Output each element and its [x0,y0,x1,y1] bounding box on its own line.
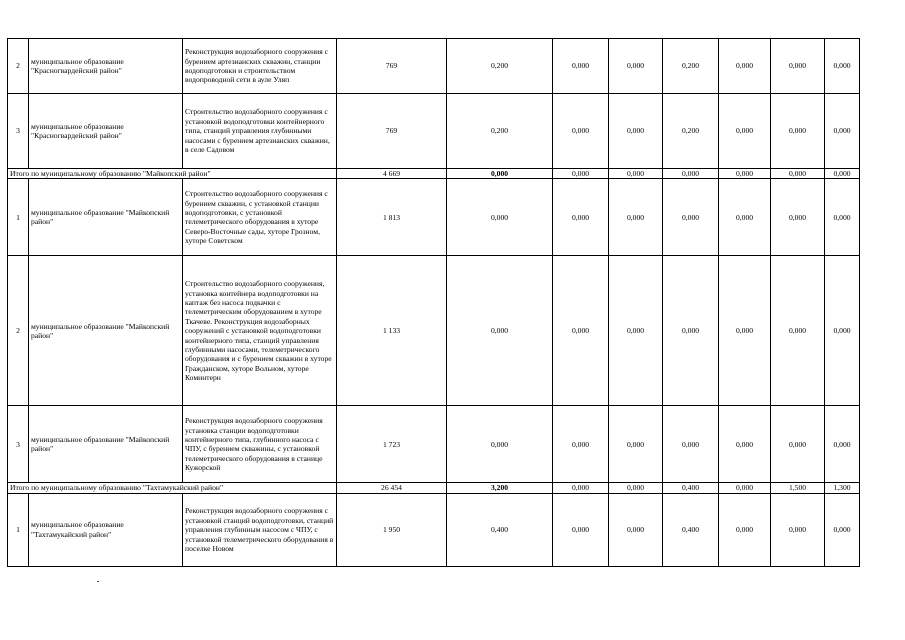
value-cell: 0,400 [663,493,719,566]
value-cell: 0,400 [447,493,553,566]
project-description: Реконструкция водозаборного сооружения с бурением артезианских скважин, станции водоподготовки и строительством водопроводной сети в ауле Уляп [183,39,337,94]
value-cell: 0,000 [825,169,860,179]
value-cell: 0,000 [663,169,719,179]
amount-cell: 769 [337,39,447,94]
value-cell: 0,000 [663,179,719,256]
project-description: Реконструкция водозаборного сооружения установка станции водоподготовки контейнерного типа, глубинного насоса с ЧПУ, с бурением скважины, с установкой телеметрического оборудования в станице Кужорской [183,406,337,483]
scan-speck [97,581,99,582]
value-cell: 0,000 [825,256,860,406]
value-cell: 0,000 [447,256,553,406]
table-row [8,256,860,406]
municipality-name: муниципальное образование "Тахтамукайский район" [29,493,183,566]
value-cell: 0,200 [663,94,719,169]
value-cell: 0,000 [609,169,663,179]
value-cell: 0,000 [771,94,825,169]
row-number: 3 [8,406,29,483]
row-number: 1 [8,493,29,566]
value-cell: 1,500 [771,483,825,493]
value-cell: 0,000 [771,406,825,483]
value-cell: 0,000 [447,169,553,179]
value-cell: 0,000 [771,169,825,179]
municipality-name: муниципальное образование "Майкопский район" [29,256,183,406]
value-cell: 0,000 [825,493,860,566]
value-cell: 0,200 [447,94,553,169]
value-cell: 0,200 [447,39,553,94]
table-row [8,493,860,566]
value-cell: 0,000 [719,406,771,483]
project-description: Строительство водозаборного сооружения с установкой водоподготовки контейнерного типа, станций управления глубинными насосами с бурением артезианских скважин, в селе Садовом [183,94,337,169]
value-cell: 0,000 [609,39,663,94]
value-cell: 0,000 [553,493,609,566]
value-cell: 0,000 [719,39,771,94]
value-cell: 0,000 [825,406,860,483]
value-cell: 0,000 [553,406,609,483]
value-cell: 0,000 [719,169,771,179]
project-description: Строительство водозаборного сооружения, установка контейнера водоподготовки на каптаж без насоса подкачки с телеметрическим оборудованием в хуторе Ткачеве. Реконструкция водозаборных сооружений с установкой водоподготовки контейнерного типа, станций управления глубинными насосами, телеметрического оборудования и с бурением скважин в хуторе Гражданском, хуторе Вольном, хуторе Коминтерн [183,256,337,406]
value-cell: 0,000 [609,256,663,406]
amount-cell: 1 950 [337,493,447,566]
table-row [8,406,860,483]
table-row [8,94,860,169]
budget-table [7,38,860,567]
value-cell: 0,000 [771,493,825,566]
value-cell: 0,000 [447,179,553,256]
total-row [8,483,860,493]
value-cell: 0,000 [719,493,771,566]
municipality-name: муниципальное образование "Майкопский район" [29,179,183,256]
row-number: 2 [8,256,29,406]
value-cell: 0,000 [719,94,771,169]
value-cell: 3,200 [447,483,553,493]
amount-cell: 1 813 [337,179,447,256]
table-row [8,39,860,94]
amount-cell: 1 133 [337,256,447,406]
value-cell: 0,000 [553,39,609,94]
value-cell: 0,000 [609,179,663,256]
value-cell: 0,000 [609,94,663,169]
value-cell: 1,300 [825,483,860,493]
project-description: Реконструкция водозаборного сооружения с установкой станций водоподготовки, станций управления глубинным насосом с ЧПУ, с установкой телеметрического оборудования в поселке Новом [183,493,337,566]
value-cell: 0,000 [609,406,663,483]
municipality-name: муниципальное образование "Майкопский район" [29,406,183,483]
amount-cell: 1 723 [337,406,447,483]
row-number: 1 [8,179,29,256]
value-cell: 0,000 [771,179,825,256]
value-cell: 0,000 [447,406,553,483]
value-cell: 0,000 [553,256,609,406]
value-cell: 0,000 [719,179,771,256]
value-cell: 0,000 [825,39,860,94]
value-cell: 0,000 [663,406,719,483]
project-description: Строительство водозаборного сооружения с бурением скважин, с установкой станции водоподготовки, с установкой телеметрического оборудования в хуторе Северо-Восточные сады, хуторе Грозном, хуторе Советском [183,179,337,256]
value-cell: 0,000 [825,179,860,256]
amount-cell: 4 669 [337,169,447,179]
total-label: Итого по муниципальному образованию "Майкопский район" [8,169,337,179]
value-cell: 0,000 [553,179,609,256]
value-cell: 0,000 [771,39,825,94]
value-cell: 0,000 [663,256,719,406]
total-label: Итого по муниципальному образованию "Тахтамукайский район" [8,483,337,493]
municipality-name: муниципальное образование "Красногвардейский район" [29,94,183,169]
table-row [8,179,860,256]
row-number: 3 [8,94,29,169]
amount-cell: 769 [337,94,447,169]
value-cell: 0,000 [719,483,771,493]
value-cell: 0,000 [719,256,771,406]
value-cell: 0,000 [553,169,609,179]
amount-cell: 26 454 [337,483,447,493]
value-cell: 0,400 [663,483,719,493]
value-cell: 0,000 [609,483,663,493]
value-cell: 0,000 [553,483,609,493]
value-cell: 0,000 [609,493,663,566]
value-cell: 0,000 [771,256,825,406]
total-row [8,169,860,179]
value-cell: 0,200 [663,39,719,94]
row-number: 2 [8,39,29,94]
municipality-name: муниципальное образование "Красногвардейский район" [29,39,183,94]
value-cell: 0,000 [825,94,860,169]
value-cell: 0,000 [553,94,609,169]
